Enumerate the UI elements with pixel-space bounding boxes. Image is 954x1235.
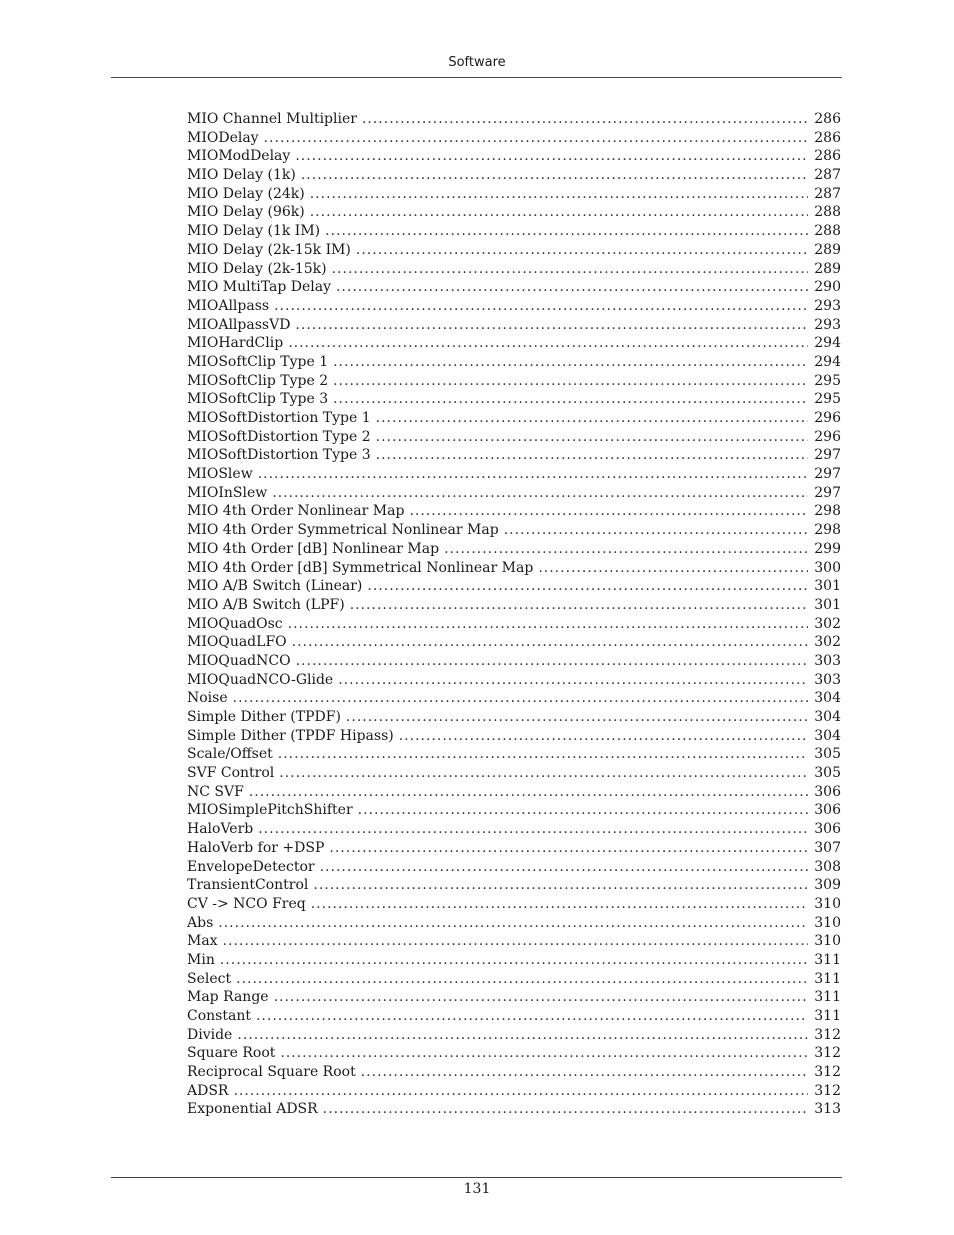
toc-entry-label: MIOSimplePitchShifter — [187, 802, 353, 819]
toc-entry-page-number: 286 — [814, 148, 841, 165]
toc-entry-label: Simple Dither (TPDF) — [187, 709, 341, 725]
toc-entry-label: Simple Dither (TPDF Hipass) — [187, 727, 394, 744]
toc-entry-page-number: 300 — [814, 559, 841, 576]
toc-entry[interactable] — [187, 633, 841, 652]
toc-entry-label: MIOAllpass — [187, 297, 270, 314]
toc-entry-label: MIOQuadOsc — [187, 615, 283, 632]
toc-entry-page-number: 293 — [814, 297, 841, 314]
toc-entry[interactable] — [187, 316, 841, 335]
toc-dot-leader — [333, 390, 808, 409]
toc-dot-leader — [409, 502, 808, 521]
toc-dot-leader — [444, 540, 808, 559]
toc-entry-page-number: 302 — [814, 615, 841, 632]
toc-entry-label: HaloVerb for +DSP — [187, 839, 325, 856]
toc-entry[interactable] — [187, 988, 841, 1007]
toc-entry[interactable] — [187, 446, 841, 465]
toc-entry[interactable] — [187, 502, 841, 521]
toc-dot-leader — [376, 428, 809, 447]
toc-dot-leader — [399, 727, 809, 746]
toc-dot-leader — [280, 1044, 808, 1063]
toc-entry-page-number: 306 — [814, 802, 841, 819]
toc-entry[interactable] — [187, 1063, 841, 1082]
toc-entry-page-number: 297 — [814, 466, 841, 483]
toc-entry-label: NC SVF — [187, 783, 244, 800]
toc-entry-label: MIO 4th Order Symmetrical Nonlinear Map — [187, 522, 499, 539]
toc-entry[interactable] — [187, 521, 841, 540]
toc-entry-label: HaloVerb — [187, 821, 254, 838]
toc-entry[interactable] — [187, 764, 841, 783]
toc-entry-page-number: 290 — [814, 279, 841, 296]
toc-entry-label: MIOQuadLFO — [187, 634, 287, 651]
toc-entry[interactable] — [187, 783, 841, 802]
toc-entry-label: MIOSlew — [187, 466, 253, 483]
toc-entry[interactable] — [187, 372, 841, 391]
toc-entry-page-number: 286 — [814, 129, 841, 146]
toc-entry-label: MIO 4th Order Nonlinear Map — [187, 503, 405, 520]
toc-entry-page-number: 294 — [814, 335, 841, 352]
toc-entry-page-number: 311 — [814, 989, 841, 1006]
toc-entry-page-number: 306 — [814, 783, 841, 800]
toc-entry[interactable] — [187, 858, 841, 877]
toc-dot-leader — [274, 988, 809, 1007]
toc-dot-leader — [376, 409, 809, 428]
toc-entry[interactable] — [187, 203, 841, 222]
toc-dot-leader — [320, 858, 809, 877]
toc-dot-leader — [258, 465, 809, 484]
toc-entry[interactable] — [187, 801, 841, 820]
toc-entry-label: MIO 4th Order [dB] Symmetrical Nonlinear Map — [187, 559, 534, 576]
toc-entry[interactable] — [187, 951, 841, 970]
toc-entry-page-number: 302 — [814, 634, 841, 651]
toc-entry-page-number: 311 — [814, 970, 841, 987]
toc-dot-leader — [333, 353, 808, 372]
toc-entry-label: Exponential ADSR — [187, 1101, 318, 1118]
toc-entry-label: Noise — [187, 690, 228, 707]
toc-dot-leader — [323, 1100, 809, 1119]
toc-entry-page-number: 309 — [814, 877, 841, 894]
toc-dot-leader — [310, 185, 809, 204]
toc-entry-label: MIOSoftClip Type 3 — [187, 391, 329, 408]
toc-dot-leader — [538, 559, 808, 578]
toc-dot-leader — [367, 577, 808, 596]
toc-entry-page-number: 310 — [814, 933, 841, 950]
toc-entry-page-number: 312 — [814, 1064, 841, 1081]
toc-dot-leader — [356, 241, 808, 260]
toc-entry-page-number: 312 — [814, 1026, 841, 1043]
toc-entry[interactable] — [187, 1082, 841, 1101]
toc-entry-label: Max — [187, 933, 218, 950]
toc-dot-leader — [376, 446, 809, 465]
toc-dot-leader — [310, 203, 809, 222]
toc-dot-leader — [295, 316, 808, 335]
toc-entry-page-number: 306 — [814, 821, 841, 838]
toc-entry-page-number: 310 — [814, 914, 841, 931]
toc-entry-page-number: 287 — [814, 185, 841, 202]
toc-entry-label: MIO Delay (2k-15k IM) — [187, 241, 351, 258]
toc-entry-page-number: 297 — [814, 484, 841, 501]
toc-entry[interactable] — [187, 727, 841, 746]
toc-entry[interactable] — [187, 147, 841, 166]
toc-entry-page-number: 308 — [814, 858, 841, 875]
toc-entry[interactable] — [187, 596, 841, 615]
footer-rule — [111, 1177, 842, 1178]
toc-dot-leader — [336, 278, 808, 297]
toc-entry-page-number: 305 — [814, 765, 841, 782]
toc-dot-leader — [325, 222, 808, 241]
toc-entry[interactable] — [187, 914, 841, 933]
toc-dot-leader — [313, 876, 808, 895]
toc-entry-label: SVF Control — [187, 765, 275, 782]
toc-entry[interactable] — [187, 1026, 841, 1045]
toc-dot-leader — [237, 1026, 808, 1045]
toc-entry[interactable] — [187, 708, 841, 727]
toc-entry-label: MIOSoftDistortion Type 1 — [187, 410, 371, 426]
toc-dot-leader — [218, 914, 808, 933]
toc-entry[interactable] — [187, 166, 841, 185]
toc-entry[interactable] — [187, 540, 841, 559]
toc-entry-label: MIOInSlew — [187, 484, 268, 501]
page-number: 131 — [463, 1181, 491, 1197]
toc-entry-label: MIO MultiTap Delay — [187, 279, 331, 296]
toc-entry[interactable] — [187, 297, 841, 316]
toc-entry-label: MIODelay — [187, 129, 259, 146]
toc-entry-page-number: 312 — [814, 1045, 841, 1062]
toc-entry[interactable] — [187, 1044, 841, 1063]
toc-entry-label: ADSR — [187, 1082, 229, 1099]
toc-entry[interactable] — [187, 278, 841, 297]
toc-entry-label: MIOQuadNCO-Glide — [187, 671, 334, 688]
toc-entry-label: MIOQuadNCO — [187, 652, 291, 669]
toc-entry-page-number: 304 — [814, 690, 841, 707]
toc-entry-page-number: 294 — [814, 353, 841, 370]
running-header-title: Software — [448, 55, 506, 70]
toc-dot-leader — [279, 764, 808, 783]
toc-entry-label: MIO 4th Order [dB] Nonlinear Map — [187, 540, 440, 557]
toc-entry-page-number: 304 — [814, 727, 841, 744]
toc-entry-page-number: 289 — [814, 241, 841, 258]
toc-entry-label: Abs — [187, 914, 214, 931]
toc-entry-page-number: 312 — [814, 1082, 841, 1099]
toc-entry-label: MIOHardClip — [187, 335, 284, 352]
toc-entry[interactable] — [187, 895, 841, 914]
toc-entry-page-number: 289 — [814, 260, 841, 277]
toc-entry[interactable] — [187, 409, 841, 428]
toc-entry-page-number: 287 — [814, 167, 841, 184]
toc-entry[interactable] — [187, 241, 841, 260]
toc-entry-label: CV -> NCO Freq — [187, 895, 306, 912]
toc-entry-label: Select — [187, 970, 232, 987]
toc-entry-label: EnvelopeDetector — [187, 858, 315, 875]
toc-entry-label: Square Root — [187, 1045, 276, 1062]
toc-dot-leader — [288, 334, 808, 353]
toc-entry-page-number: 288 — [814, 204, 841, 221]
toc-entry-page-number: 307 — [814, 839, 841, 856]
toc-entry[interactable] — [187, 1100, 841, 1119]
toc-entry[interactable] — [187, 129, 841, 148]
toc-entry-page-number: 298 — [814, 503, 841, 520]
toc-dot-leader — [358, 801, 809, 820]
toc-entry[interactable] — [187, 110, 841, 129]
toc-entry-label: MIO Delay (2k-15k) — [187, 260, 327, 277]
toc-entry[interactable] — [187, 1007, 841, 1026]
toc-dot-leader — [338, 671, 808, 690]
toc-dot-leader — [233, 1082, 808, 1101]
toc-entry-page-number: 298 — [814, 522, 841, 539]
toc-entry[interactable] — [187, 671, 841, 690]
toc-entry-label: Constant — [187, 1008, 251, 1024]
toc-entry-page-number: 296 — [814, 428, 841, 445]
toc-entry-page-number: 303 — [814, 652, 841, 669]
toc-entry-label: MIOSoftClip Type 1 — [187, 353, 329, 370]
toc-entry[interactable] — [187, 745, 841, 764]
toc-entry[interactable] — [187, 334, 841, 353]
toc-entry-page-number: 286 — [814, 111, 841, 127]
toc-entry-label: MIOModDelay — [187, 148, 291, 165]
toc-entry-page-number: 313 — [814, 1101, 841, 1118]
toc-entry-page-number: 305 — [814, 746, 841, 763]
toc-dot-leader — [504, 521, 809, 540]
toc-dot-leader — [272, 484, 808, 503]
toc-entry-page-number: 301 — [814, 578, 841, 595]
toc-entry-page-number: 295 — [814, 391, 841, 408]
toc-entry-page-number: 293 — [814, 316, 841, 333]
toc-entry[interactable] — [187, 820, 841, 839]
toc-entry-label: Map Range — [187, 989, 269, 1006]
table-of-contents — [187, 110, 841, 1119]
toc-entry[interactable] — [187, 652, 841, 671]
toc-entry-page-number: 311 — [814, 1008, 841, 1024]
toc-entry-page-number: 297 — [814, 447, 841, 464]
toc-entry-label: Min — [187, 951, 215, 968]
toc-entry[interactable] — [187, 689, 841, 708]
toc-entry[interactable] — [187, 390, 841, 409]
toc-entry[interactable] — [187, 615, 841, 634]
toc-entry[interactable] — [187, 185, 841, 204]
toc-entry-label: MIO A/B Switch (Linear) — [187, 578, 363, 595]
toc-dot-leader — [274, 297, 808, 316]
toc-entry-label: MIO Channel Multiplier — [187, 111, 357, 127]
toc-entry-label: TransientControl — [187, 877, 309, 894]
toc-entry-label: MIOSoftDistortion Type 3 — [187, 447, 371, 464]
toc-entry[interactable] — [187, 876, 841, 895]
toc-dot-leader — [329, 839, 808, 858]
toc-dot-leader — [346, 708, 808, 727]
toc-dot-leader — [332, 260, 809, 279]
toc-entry-label: Divide — [187, 1026, 233, 1043]
toc-entry[interactable] — [187, 484, 841, 503]
toc-entry-label: MIOSoftDistortion Type 2 — [187, 428, 371, 445]
toc-dot-leader — [333, 372, 808, 391]
toc-dot-leader — [295, 147, 808, 166]
toc-dot-leader — [223, 932, 809, 951]
toc-dot-leader — [296, 652, 809, 671]
header-rule — [111, 77, 842, 78]
toc-entry-label: MIO Delay (96k) — [187, 204, 305, 221]
toc-dot-leader — [361, 1063, 809, 1082]
toc-entry[interactable] — [187, 222, 841, 241]
toc-entry-label: Scale/Offset — [187, 746, 273, 763]
toc-dot-leader — [256, 1007, 808, 1026]
toc-dot-leader — [249, 783, 808, 802]
toc-entry-label: MIO Delay (24k) — [187, 185, 305, 202]
toc-dot-leader — [362, 110, 808, 129]
toc-entry-page-number: 296 — [814, 410, 841, 426]
toc-entry[interactable] — [187, 465, 841, 484]
toc-entry[interactable] — [187, 260, 841, 279]
toc-entry[interactable] — [187, 577, 841, 596]
toc-dot-leader — [233, 689, 809, 708]
toc-dot-leader — [220, 951, 808, 970]
toc-entry-label: MIOAllpassVD — [187, 316, 291, 333]
toc-entry-label: MIOSoftClip Type 2 — [187, 372, 329, 389]
toc-entry-page-number: 299 — [814, 540, 841, 557]
toc-entry[interactable] — [187, 559, 841, 578]
toc-dot-leader — [311, 895, 809, 914]
toc-entry[interactable] — [187, 970, 841, 989]
toc-entry-page-number: 301 — [814, 596, 841, 613]
toc-entry-label: MIO A/B Switch (LPF) — [187, 596, 345, 613]
toc-entry-page-number: 310 — [814, 895, 841, 912]
toc-entry-page-number: 311 — [814, 951, 841, 968]
toc-entry[interactable] — [187, 353, 841, 372]
toc-entry[interactable] — [187, 839, 841, 858]
toc-dot-leader — [258, 820, 808, 839]
toc-dot-leader — [288, 615, 809, 634]
toc-dot-leader — [301, 166, 808, 185]
toc-entry[interactable] — [187, 932, 841, 951]
toc-entry-label: Reciprocal Square Root — [187, 1064, 356, 1081]
toc-entry[interactable] — [187, 428, 841, 447]
toc-dot-leader — [264, 129, 809, 148]
toc-dot-leader — [350, 596, 809, 615]
toc-entry-label: MIO Delay (1k) — [187, 167, 296, 184]
toc-dot-leader — [236, 970, 808, 989]
toc-entry-page-number: 303 — [814, 671, 841, 688]
toc-dot-leader — [292, 633, 809, 652]
toc-entry-page-number: 304 — [814, 709, 841, 725]
toc-entry-page-number: 288 — [814, 223, 841, 240]
toc-entry-page-number: 295 — [814, 372, 841, 389]
toc-dot-leader — [278, 745, 808, 764]
toc-entry-label: MIO Delay (1k IM) — [187, 223, 321, 240]
